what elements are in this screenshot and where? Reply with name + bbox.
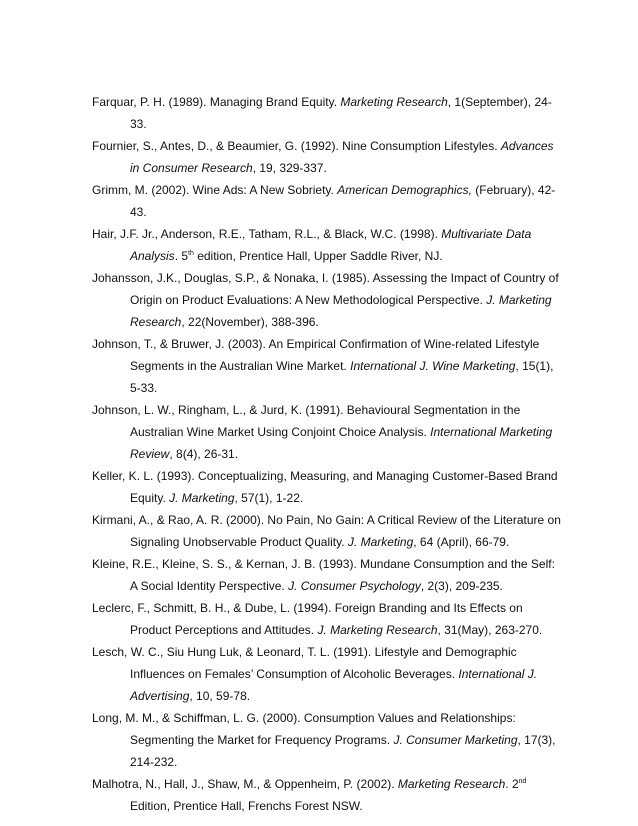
reference-text: , 15(1), 5-33. — [130, 359, 554, 395]
journal-title: Marketing Research — [340, 95, 448, 109]
reference-text: Leclerc, F., Schmitt, B. H., & Dube, L. (1994). Foreign Branding and Its Effects on Product Perceptions and Attitudes. — [92, 601, 523, 637]
reference-text: Keller, K. L. (1993). Conceptualizing, Measuring, and Managing Customer-Based Brand Equity. — [92, 469, 558, 505]
reference-text: Johnson, T., & Bruwer, J. (2003). An Empirical Confirmation of Wine-related Lifestyle Segments in the Australian Wine Market. — [92, 337, 540, 373]
reference-entry — [92, 179, 562, 223]
reference-text: , 1(September), 24-33. — [130, 95, 552, 131]
journal-title: J. Consumer Psychology — [288, 579, 421, 593]
journal-title: J. Marketing — [347, 535, 414, 549]
reference-entry — [92, 267, 562, 333]
reference-text: , 64 (April), 66-79. — [413, 535, 510, 549]
reference-text: edition, Prentice Hall, Upper Saddle River, NJ. — [193, 249, 443, 263]
journal-title: International J. Wine Marketing — [350, 359, 516, 373]
reference-entry — [92, 773, 562, 817]
reference-text: Grimm, M. (2002). Wine Ads: A New Sobriety. — [92, 183, 338, 197]
reference-entry — [92, 465, 562, 509]
superscript: nd — [518, 778, 527, 785]
book-title: Multivariate Data Analysis — [130, 227, 532, 263]
journal-title: J. Marketing Research — [130, 293, 552, 329]
reference-text: , 8(4), 26-31. — [169, 447, 239, 461]
journal-title: International J. Advertising — [130, 667, 538, 703]
reference-text: Kleine, R.E., Kleine, S. S., & Kernan, J. B. (1993). Mundane Consumption and the Self: A Social Identity Perspective. — [92, 557, 555, 593]
reference-entry — [92, 553, 562, 597]
reference-text: , 31(May), 263-270. — [437, 623, 543, 637]
journal-title: International Marketing Review — [130, 425, 553, 461]
reference-text: Kirmani, A., & Rao, A. R. (2000). No Pain, No Gain: A Critical Review of the Literature on Signaling Unobservable Product Quality. — [92, 513, 561, 549]
reference-list — [92, 91, 562, 817]
journal-title: American Demographics, — [337, 183, 472, 197]
book-title: Marketing Research — [397, 777, 506, 791]
superscript: th — [188, 250, 194, 257]
journal-title: J. Marketing Research — [317, 623, 438, 637]
reference-text: Fournier, S., Antes, D., & Beaumier, G. (1992). Nine Consumption Lifestyles. — [92, 139, 501, 153]
reference-text: Farquar, P. H. (1989). Managing Brand Equity. — [92, 95, 341, 109]
reference-entry — [92, 399, 562, 465]
reference-entry — [92, 91, 562, 135]
reference-text: Hair, J.F. Jr., Anderson, R.E., Tatham, R.L., & Black, W.C. (1998). — [92, 227, 442, 241]
reference-text: , 22(November), 388-396. — [181, 315, 319, 329]
reference-entry — [92, 509, 562, 553]
reference-text: Lesch, W. C., Siu Hung Luk, & Leonard, T. L. (1991). Lifestyle and Demographic Influences on Females’ Consumption of Alcoholic Beverages. — [92, 645, 517, 681]
reference-text: , 10, 59-78. — [189, 689, 251, 703]
reference-entry — [92, 333, 562, 399]
reference-entry — [92, 135, 562, 179]
journal-title: Advances in Consumer Research — [130, 139, 554, 175]
reference-text: Long, M. M., & Schiffman, L. G. (2000). Consumption Values and Relationships: Segmenting the Market for Frequency Programs. — [92, 711, 516, 747]
reference-text: , 19, 329-337. — [252, 161, 327, 175]
reference-text: , 57(1), 1-22. — [234, 491, 304, 505]
reference-text: Johnson, L. W., Ringham, L., & Jurd, K. (1991). Behavioural Segmentation in the Australian Wine Market Using Conjoint Choice Analysis. — [92, 403, 521, 439]
reference-text: Johansson, J.K., Douglas, S.P., & Nonaka, I. (1985). Assessing the Impact of Country of Origin on Product Evaluations: A New Methodological Perspective. — [92, 271, 559, 307]
reference-entry — [92, 641, 562, 707]
journal-title: J. Marketing — [169, 491, 235, 505]
reference-text: , 17(3), 214-232. — [130, 733, 556, 769]
reference-text: Edition, Prentice Hall, Frenchs Forest NSW. — [130, 799, 363, 813]
reference-text: (February), 42-43. — [130, 183, 556, 219]
reference-text: . 5 — [174, 249, 189, 263]
reference-entry — [92, 597, 562, 641]
reference-text: . 2 — [505, 777, 519, 791]
reference-text: , 2(3), 209-235. — [420, 579, 503, 593]
reference-entry — [92, 223, 562, 267]
journal-title: J. Consumer Marketing — [393, 733, 518, 747]
reference-entry — [92, 707, 562, 773]
reference-text: Malhotra, N., Hall, J., Shaw, M., & Oppenheim, P. (2002). — [92, 777, 398, 791]
